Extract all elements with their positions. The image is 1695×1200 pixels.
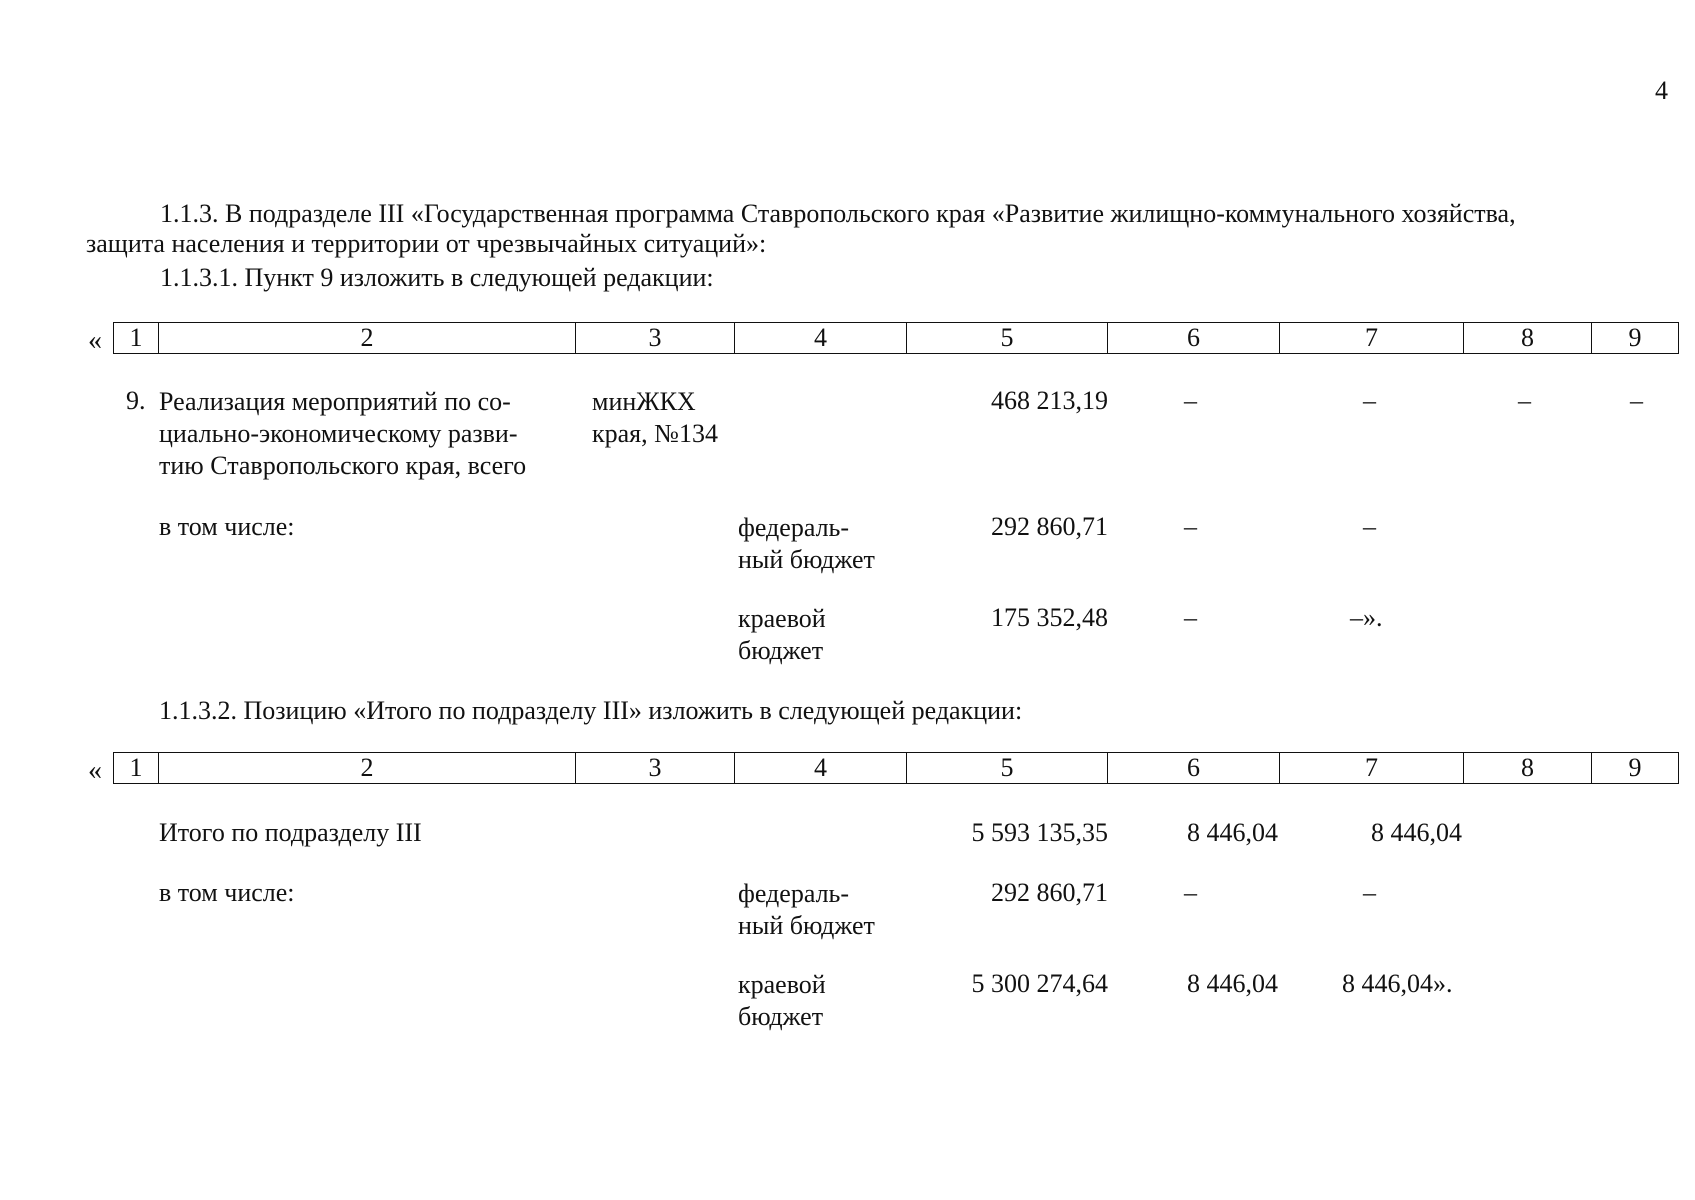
totals-regional-label-line-2: бюджет — [738, 1002, 824, 1031]
item-name-line-3: тию Ставропольского края, всего — [159, 451, 527, 480]
page-number: 4 — [1655, 76, 1668, 105]
item-executor-line-2: края, №134 — [592, 419, 718, 448]
totals-col6: 8 446,04 — [1187, 818, 1278, 847]
totals-regional-label — [738, 969, 826, 1033]
totals-regional-col6: 8 446,04 — [1187, 969, 1278, 998]
intro-line-2: защита населения и территории от чрезвычайных ситуаций»: — [86, 229, 767, 258]
totals-federal-label-line-1: федераль- — [738, 879, 850, 908]
totals-federal-label-line-2: ный бюджет — [738, 911, 875, 940]
item-col6: – — [1184, 386, 1197, 415]
column-number-6: 6 — [1108, 323, 1280, 354]
item-total: 468 213,19 — [991, 386, 1108, 415]
column-number-7: 7 — [1280, 753, 1464, 784]
column-number-6: 6 — [1108, 753, 1280, 784]
intro-line-3: 1.1.3.1. Пункт 9 изложить в следующей редакции: — [160, 263, 714, 292]
column-number-8: 8 — [1464, 753, 1592, 784]
item-federal-col7: – — [1363, 512, 1376, 541]
intro-line-1: 1.1.3. В подразделе III «Государственная программа Ставропольского края «Развитие жилищно-коммунального хозяйства, — [160, 199, 1516, 228]
table2-open-quote: « — [88, 755, 102, 786]
column-number-3: 3 — [576, 323, 735, 354]
column-number-5: 5 — [907, 753, 1108, 784]
column-header-table-1 — [113, 322, 1679, 354]
item-number: 9. — [126, 386, 146, 415]
column-number-2: 2 — [159, 753, 576, 784]
totals-total: 5 593 135,35 — [971, 818, 1108, 847]
item-name-line-2: циально-экономическому разви- — [159, 419, 518, 448]
column-number-1: 1 — [114, 323, 159, 354]
totals-federal-col6: – — [1184, 878, 1197, 907]
item-name — [159, 386, 571, 482]
item-federal-label-line-2: ный бюджет — [738, 545, 875, 574]
section2-title: 1.1.3.2. Позицию «Итого по подразделу III» изложить в следующей редакции: — [159, 696, 1023, 725]
item-including-label: в том числе: — [159, 512, 295, 541]
totals-regional-label-line-1: краевой — [738, 970, 826, 999]
item-col9: – — [1630, 386, 1643, 415]
item-name-line-1: Реализация мероприятий по со- — [159, 387, 511, 416]
table-open-quote: « — [88, 325, 102, 356]
item-col7: – — [1363, 386, 1376, 415]
totals-col7: 8 446,04 — [1371, 818, 1462, 847]
column-number-4: 4 — [735, 323, 907, 354]
column-number-9: 9 — [1592, 753, 1679, 784]
totals-including-label: в том числе: — [159, 878, 295, 907]
item-regional-label-line-1: краевой — [738, 604, 826, 633]
item-regional-col7: –». — [1350, 603, 1383, 632]
totals-federal-value: 292 860,71 — [991, 878, 1108, 907]
column-number-3: 3 — [576, 753, 735, 784]
totals-federal-label — [738, 878, 875, 942]
item-federal-label — [738, 512, 875, 576]
item-executor-line-1: минЖКХ — [592, 387, 696, 416]
item-regional-label-line-2: бюджет — [738, 636, 824, 665]
column-number-7: 7 — [1280, 323, 1464, 354]
item-regional-value: 175 352,48 — [991, 603, 1108, 632]
item-federal-value: 292 860,71 — [991, 512, 1108, 541]
totals-regional-value: 5 300 274,64 — [971, 969, 1108, 998]
item-regional-label — [738, 603, 826, 667]
column-number-2: 2 — [159, 323, 576, 354]
totals-federal-col7: – — [1363, 878, 1376, 907]
item-col8: – — [1518, 386, 1531, 415]
column-number-4: 4 — [735, 753, 907, 784]
column-number-8: 8 — [1464, 323, 1592, 354]
item-federal-label-line-1: федераль- — [738, 513, 850, 542]
item-executor — [592, 386, 718, 450]
totals-regional-col7: 8 446,04». — [1342, 969, 1453, 998]
item-regional-col6: – — [1184, 603, 1197, 632]
column-header-table-2 — [113, 752, 1679, 784]
column-number-5: 5 — [907, 323, 1108, 354]
column-number-9: 9 — [1592, 323, 1679, 354]
totals-label: Итого по подразделу III — [159, 818, 422, 847]
column-number-1: 1 — [114, 753, 159, 784]
item-federal-col6: – — [1184, 512, 1197, 541]
